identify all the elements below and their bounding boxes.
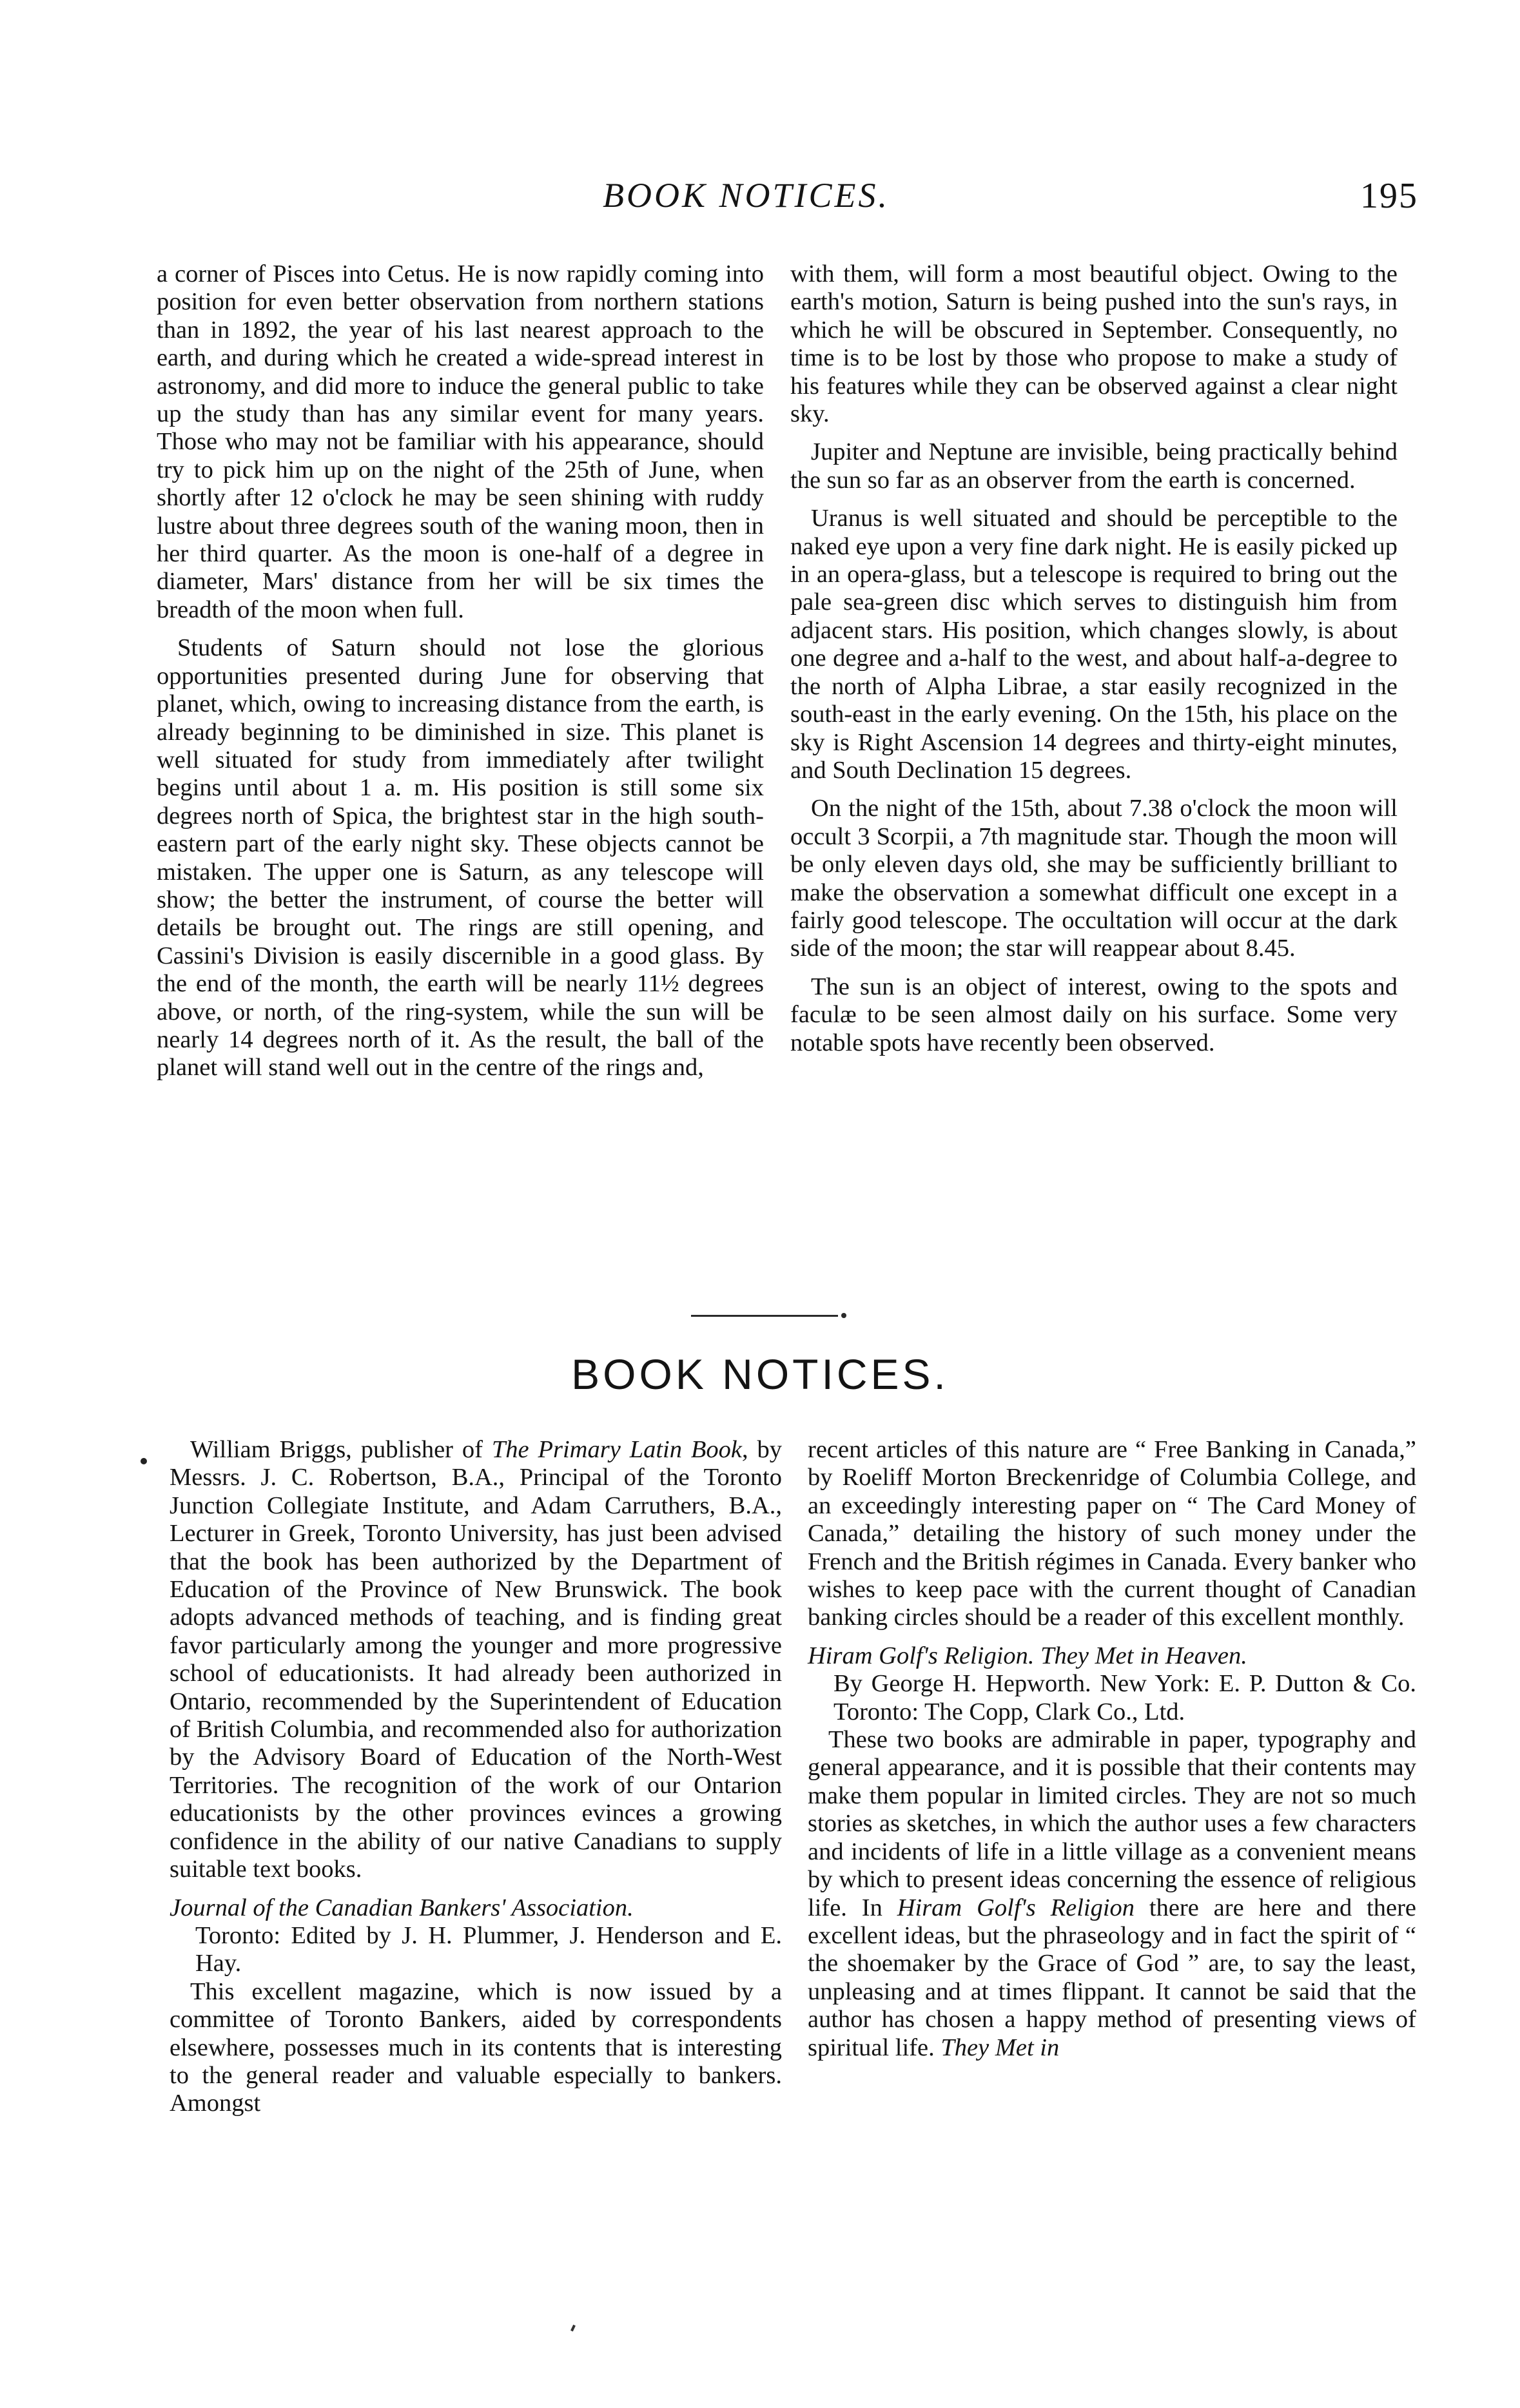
footer-mark bbox=[570, 2325, 576, 2332]
sun-paragraph: The sun is an object of interest, owing to the spots and faculæ to be seen almost daily on his surface. Some very notable spots have recently been observed. bbox=[790, 973, 1398, 1056]
mars-paragraph: a corner of Pisces into Cetus. He is now rapidly coming into position for even better observation from northern stations than in 1892, the year of his last nearest approach to the earth, and during which he created a wide-spread interest in astronomy, and did more to induce the general public to take up the study than has any similar event for many years. Those who may not be familiar with his appearance, should try to pick him up on the night of the 25th of June, when shortly after 12 o'clock he may be seen shining with ruddy lustre about three degrees south of the waning moon, then in her third quarter. As the moon is one-half of a degree in diameter, Mars' distance from her will be six times the breadth of the moon when full. bbox=[157, 260, 764, 623]
saturn-paragraph: Students of Saturn should not lose the glorious opportunities presented during June for observing that planet, which, owing to increasing distance from the earth, is already beginning to be diminished in size. This planet is well situated for study from immediately after twilight begins until about 1 a. m. His position is still some six degrees north of Spica, the brightest star in the high south-eastern part of the early night sky. These objects cannot be mistaken. The upper one is Saturn, as any telescope will show; the better the instrument, of course the better will details be brought out. The rings are still opening, and Cassini's Division is easily discernible in a good glass. By the end of the month, the earth will be nearly 11½ degrees above, or north, of the ring-system, while the sun will be nearly 14 degrees north of it. As the result, the ball of the planet will stand well out in the centre of the rings and, bbox=[157, 634, 764, 1082]
they-met-title-inline: They Met in bbox=[940, 2034, 1060, 2061]
occultation-paragraph: On the night of the 15th, about 7.38 o'clock the moon will occult 3 Scorpii, a 7th magnitude star. Though the moon will be only eleven days old, she may be sufficiently brilliant to make the observation a somewhat difficult one except in a fairly good telescope. The occultation will occur at the dark side of the moon; the star will reappear about 8.45. bbox=[790, 795, 1398, 962]
briggs-notice bbox=[170, 1436, 782, 1884]
journal-review: This excellent magazine, which is now issued by a committee of Toronto Bankers, aided by correspondents elsewhere, possesses much in its contents that is interesting to the general reader and valuable especially to bankers. Amongst bbox=[170, 1977, 782, 2117]
astronomy-column-right bbox=[790, 260, 1398, 1057]
primary-latin-book-title: The Primary Latin Book bbox=[491, 1436, 742, 1463]
jupiter-neptune-paragraph: Jupiter and Neptune are invisible, being practically behind the sun so far as an observer from the earth is concerned. bbox=[790, 438, 1398, 494]
briggs-notice-intro: William Briggs, publisher of bbox=[190, 1436, 492, 1463]
hiram-review-text-2: there are here and there excellent ideas, but the phraseology and in fact the spirit of “ the shoemaker by the Grace of God ” are, to say the least, unpleasing and at times flippant. It cannot be said that the author has chosen a happy method of presenting views of spiritual life. bbox=[808, 1894, 1416, 2061]
uranus-paragraph: Uranus is well situated and should be perceptible to the naked eye upon a very fine dark night. He is easily picked up in an opera-glass, but a telescope is required to bring out the pale sea-green disc which serves to distinguish him from adjacent stars. His position, which changes slowly, is about one degree and a-half to the west, and about half-a-degree to the north of Alpha Librae, a star easily recognized in the south-east in the early evening. On the 15th, his place on the sky is Right Ascension 14 degrees and thirty-eight minutes, and South Declination 15 degrees. bbox=[790, 505, 1398, 784]
margin-mark bbox=[141, 1458, 147, 1464]
book-notices-column-left bbox=[170, 1436, 782, 2118]
hiram-entry-details: By George H. Hepworth. New York: E. P. Dutton & Co. Toronto: The Copp, Clark Co., Ltd. bbox=[833, 1670, 1416, 1725]
briggs-notice-text: , by Messrs. J. C. Robertson, B.A., Principal of the Toronto Junction Collegiate Institute, and Adam Carruthers, B.A., Lecturer in Greek, Toronto University, has just been advised that the book has been authorized by the Department of Education of the Province of New Brunswick. The book adopts advanced methods of teaching, and is finding great favor particularly among the younger and more progressive school of educationists. It had already been authorized in Ontario, recommended by the Superintendent of Education of British Columbia, and recommended also for authorization by the Advisory Board of Education of the North-West Territories. The recognition of the work of our Ontarion educationists by the other provinces evinces a growing confidence in the ability of our native Canadians to supply suitable text books. bbox=[170, 1436, 783, 1883]
hiram-review bbox=[808, 1726, 1416, 2062]
book-notices-column-right bbox=[808, 1436, 1416, 2062]
section-heading: BOOK NOTICES. bbox=[571, 1350, 949, 1398]
section-divider bbox=[691, 1315, 838, 1317]
astronomy-column-left bbox=[157, 260, 764, 1082]
journal-entry-title: Journal of the Canadian Bankers' Association. bbox=[170, 1894, 634, 1921]
page-number: 195 bbox=[1360, 176, 1418, 216]
hiram-review-text: These two books are admirable in paper, typography and general appearance, and it is possible that their contents may make them popular in limited circles. They are not so much stories as sketches, in which the author uses a few characters and incidents of life in a little village as a convenient means by which to present ideas concerning the essence of religious life. In bbox=[808, 1726, 1416, 1921]
running-header bbox=[155, 175, 1418, 227]
journal-entry bbox=[170, 1894, 782, 1978]
hiram-entry-title: Hiram Golf's Religion. They Met in Heaven. bbox=[808, 1642, 1247, 1669]
saturn-continued-paragraph: with them, will form a most beautiful object. Owing to the earth's motion, Saturn is being pushed into the sun's rays, in which he will be obscured in September. Consequently, no time is to be lost by those who propose to make a study of his features while they can be observed against a clear night sky. bbox=[790, 260, 1398, 428]
journal-review-continued: recent articles of this nature are “ Free Banking in Canada,” by Roeliff Morton Breckenridge of Columbia College, and an exceedingly interesting paper on “ The Card Money of Canada,” detailing the history of such money under the French and the British régimes in Canada. Every banker who wishes to keep pace with the current thought of Canadian banking circles should be a reader of this excellent monthly. bbox=[808, 1436, 1416, 1631]
journal-entry-details: Toronto: Edited by J. H. Plummer, J. Henderson and E. Hay. bbox=[195, 1921, 782, 1977]
section-divider-ornament bbox=[841, 1313, 846, 1318]
hiram-entry bbox=[808, 1642, 1416, 1726]
hiram-title-inline: Hiram Golf's Religion bbox=[897, 1894, 1135, 1921]
running-title: BOOK NOTICES. bbox=[603, 176, 890, 215]
